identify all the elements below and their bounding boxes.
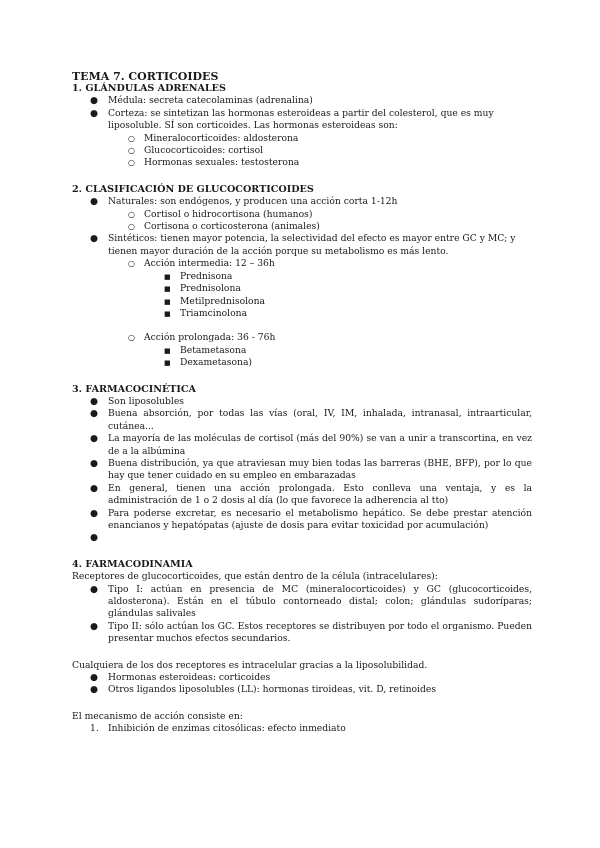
bullet-icon: ● (90, 583, 99, 595)
list-item: ● Médula: secreta catecolaminas (adrenalina) (90, 95, 313, 107)
document-page (72, 70, 532, 736)
list-item: ■ Triamcinolona (164, 307, 248, 319)
list-number: 1. (90, 723, 99, 735)
section-1-heading: 1. GLÁNDULAS ADRENALES (72, 83, 226, 94)
bullet-icon: ● (90, 532, 99, 544)
list-item: 1. Inhibición de enzimas citosólicas: efecto inmediato (90, 723, 346, 735)
list-item: ● Otros ligandos liposolubles (LL): hormonas tiroideas, vit. D, retinoides (90, 684, 437, 696)
section-2-list-b (72, 332, 532, 369)
circle-bullet-icon: ○ (128, 209, 135, 219)
bullet-icon: ● (90, 684, 99, 696)
list-item: ● Buena distribución, ya que atraviesan muy bien todas las barreras (BHE, BFP), por lo que hay que tener cuidado en su empleo en embarazadas (90, 457, 532, 482)
circle-bullet-icon: ○ (128, 133, 135, 143)
list-item: ○ Glucocorticoides: cortisol (128, 145, 264, 157)
paragraph: Receptores de glucocorticoides, que están dentro de la célula (intracelulares): (72, 571, 438, 583)
list-item: ● Son liposolubles (90, 395, 185, 407)
paragraph: Cualquiera de los dos receptores es intracelular gracias a la liposolubilidad. (72, 659, 428, 671)
circle-bullet-icon: ○ (128, 222, 135, 232)
list-item-empty (72, 532, 532, 544)
list-item: ○ Acción intermedia: 12 – 36h (128, 258, 275, 270)
bullet-icon: ● (90, 457, 99, 469)
paragraph: El mecanismo de acción consiste en: (72, 710, 243, 722)
circle-bullet-icon: ○ (128, 333, 135, 343)
receptores-list (72, 584, 532, 646)
square-bullet-icon: ■ (164, 359, 171, 368)
list-item: ● En general, tienen una acción prolongada. Esto conlleva una ventaja, y es la administración de 1 o 2 dosis al día (lo que favorece la adherencia al tto) (90, 482, 532, 507)
bullet-icon: ● (90, 408, 99, 420)
bullet-icon: ● (90, 196, 99, 208)
bullet-icon: ● (90, 507, 99, 519)
section-2-list (72, 196, 532, 320)
list-item: ○ Cortisol o hidrocortisona (humanos) (128, 208, 313, 220)
list-item: ■ Metilprednisolona (164, 295, 265, 307)
section-3-heading: 3. FARMACOCINÉTICA (72, 383, 196, 395)
bullet-icon: ● (90, 672, 99, 684)
bullet-icon: ● (90, 620, 99, 632)
list-item: ○ Cortisona o corticosterona (animales) (128, 221, 320, 233)
bullet-icon: ● (90, 482, 99, 494)
circle-bullet-icon: ○ (128, 158, 135, 168)
bullet-icon: ● (90, 107, 99, 119)
bullet-icon: ● (90, 395, 99, 407)
list-item: ■ Dexametasona) (164, 357, 253, 369)
list-item: ● Corteza: se sintetizan las hormonas esteroideas a partir del colesterol, que es muy liposoluble. SÍ son corticoides. Las hormonas esteroideas son: (90, 107, 494, 132)
list-item: ● Sintéticos: tienen mayor potencia, la selectividad del efecto es mayor entre GC y MC; y tienen mayor duración de la acción porque su metabolismo es más lento. (90, 233, 516, 257)
bullet-icon: ● (90, 233, 99, 245)
list-item: ■ Prednisona (164, 270, 233, 282)
square-bullet-icon: ■ (164, 346, 171, 355)
list-item: ○ Acción prolongada: 36 - 76h (128, 332, 276, 344)
section-1-list (72, 95, 532, 169)
circle-bullet-icon: ○ (128, 259, 135, 269)
circle-bullet-icon: ○ (128, 146, 135, 156)
ligandos-list (72, 672, 532, 697)
list-item: ■ Prednisolona (164, 283, 241, 295)
list-item: ● La mayoría de las moléculas de cortisol (más del 90%) se van a unir a transcortina, en vez de a la albúmina (90, 433, 532, 457)
section-2-heading: 2. CLASIFICACIÓN DE GLUCOCORTICOIDES (72, 183, 314, 195)
section-4-heading: 4. FARMACODINAMIA (72, 558, 193, 570)
document-title: TEMA 7. CORTICOIDES (72, 70, 219, 83)
list-item: ○ Mineralocorticoides: aldosterona (128, 132, 299, 144)
square-bullet-icon: ■ (164, 297, 171, 306)
list-item: ● Tipo II: sólo actúan los GC. Estos receptores se distribuyen por todo el organismo. Pueden presentar muchos efectos secundarios. (90, 620, 532, 645)
list-item: ● Tipo I: actúan en presencia de MC (mineralocorticoides) y GC (glucocorticoides, aldosterona). Están en el túbulo contorneado distal; colon; glándulas sudoríparas; glándulas salivales (90, 583, 532, 620)
section-3-list (72, 396, 532, 545)
square-bullet-icon: ■ (164, 272, 171, 281)
list-item: ■ Betametasona (164, 344, 247, 356)
bullet-icon: ● (90, 433, 99, 445)
square-bullet-icon: ■ (164, 309, 171, 318)
square-bullet-icon: ■ (164, 285, 171, 294)
list-item: ○ Hormonas sexuales: testosterona (128, 157, 300, 169)
list-item: ● Naturales: son endógenos, y producen una acción corta 1-12h (90, 196, 398, 208)
list-item: ● Para poderse excretar, es necesario el metabolismo hepático. Se debe prestar atención enancianos y hepatópatas (ajuste de dosis para evitar toxicidad por acumulación) (90, 507, 532, 531)
list-item: ● Hormonas esteroideas: corticoides (90, 672, 271, 684)
mecanismo-list (72, 723, 532, 735)
list-item: ● Buena absorción, por todas las vías (oral, IV, IM, inhalada, intranasal, intraarticular, cutánea... (90, 408, 532, 432)
bullet-icon: ● (90, 95, 99, 107)
